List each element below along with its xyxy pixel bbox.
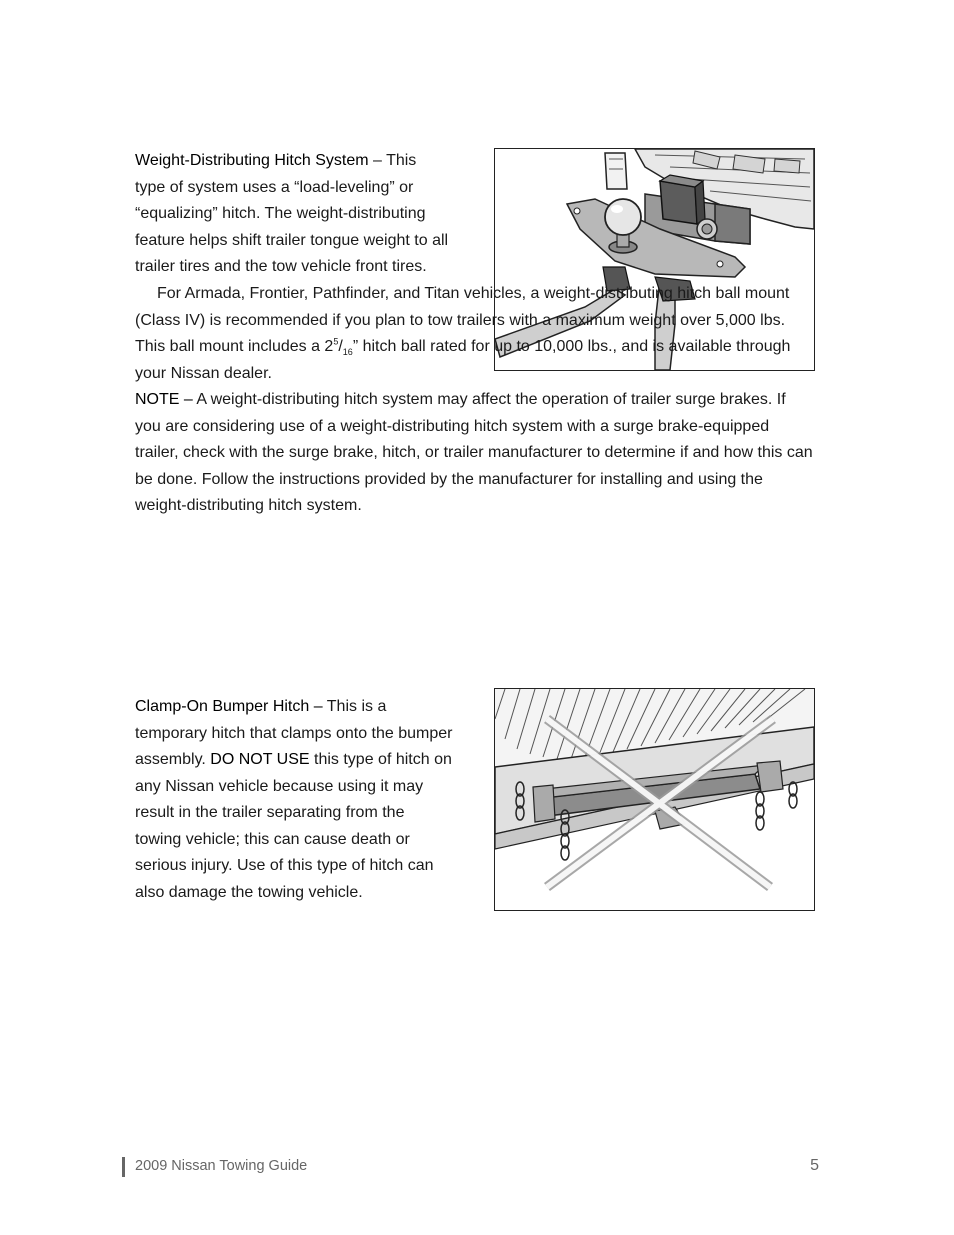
weight-para2-text-a: For Armada, Frontier, Pathfinder, and Titan vehicles, a weight-distributing hitch ball mount (Class IV) is recommended if you plan to tow trailers with a maximum weight over 5,000 lbs. This ball mount includes a 2 [135, 285, 790, 355]
footer-title: 2009 Nissan Towing Guide [135, 1158, 308, 1174]
note-paragraph [135, 387, 815, 520]
page-footer [122, 1157, 819, 1177]
clamp-hitch-drawing [495, 689, 814, 910]
footer-bar [122, 1157, 125, 1177]
note-label: NOTE – [135, 391, 193, 408]
weight-heading: Weight-Distributing Hitch System [135, 152, 369, 169]
weight-para2 [135, 281, 815, 387]
clamp-text-a: This is a temporary hitch that clamps onto the bumper assembly. [135, 698, 453, 768]
clamp-on-text [135, 694, 453, 906]
note-text: A weight-distributing hitch system may affect the operation of trailer surge brakes. If you are considering use of a weight-distributing hitch system with a surge brake-equipped trailer, check with the surge brake, hitch, or trailer manufacturer to determine if and how this can be done. Follow the instructions provided by the manufacturer for installing and using the weight-distributing hitch system. [135, 391, 813, 514]
weight-para2-block [135, 281, 815, 520]
fraction-denominator: 16 [342, 347, 353, 358]
fraction-separator: / [338, 338, 343, 355]
do-not-use-emphasis: DO NOT USE [210, 751, 310, 768]
weight-intro-text: – This type of system uses a “load-leveling” or “equalizing” hitch. The weight-distributing feature helps shift trailer tongue weight to all trailer tires and the tow vehicle front tires. [135, 152, 449, 275]
weight-distributing-text [135, 148, 465, 281]
page-number: 5 [810, 1157, 819, 1174]
clamp-paragraph [135, 694, 453, 906]
clamp-heading: Clamp-On Bumper Hitch – [135, 698, 323, 715]
clamp-text-b: this type of hitch on any Nissan vehicle because using it may result in the trailer separating from the towing vehicle; this can cause death or serious injury. Use of this type of hitch can also damage the towing vehicle. [135, 751, 452, 901]
weight-para2-text-b: ” hitch ball rated for up to 10,000 lbs., and is available through your Nissan dealer. [135, 338, 791, 382]
clamp-on-hitch-illustration [494, 688, 815, 911]
fraction-numerator: 5 [333, 336, 339, 347]
weight-intro-paragraph [135, 148, 450, 281]
